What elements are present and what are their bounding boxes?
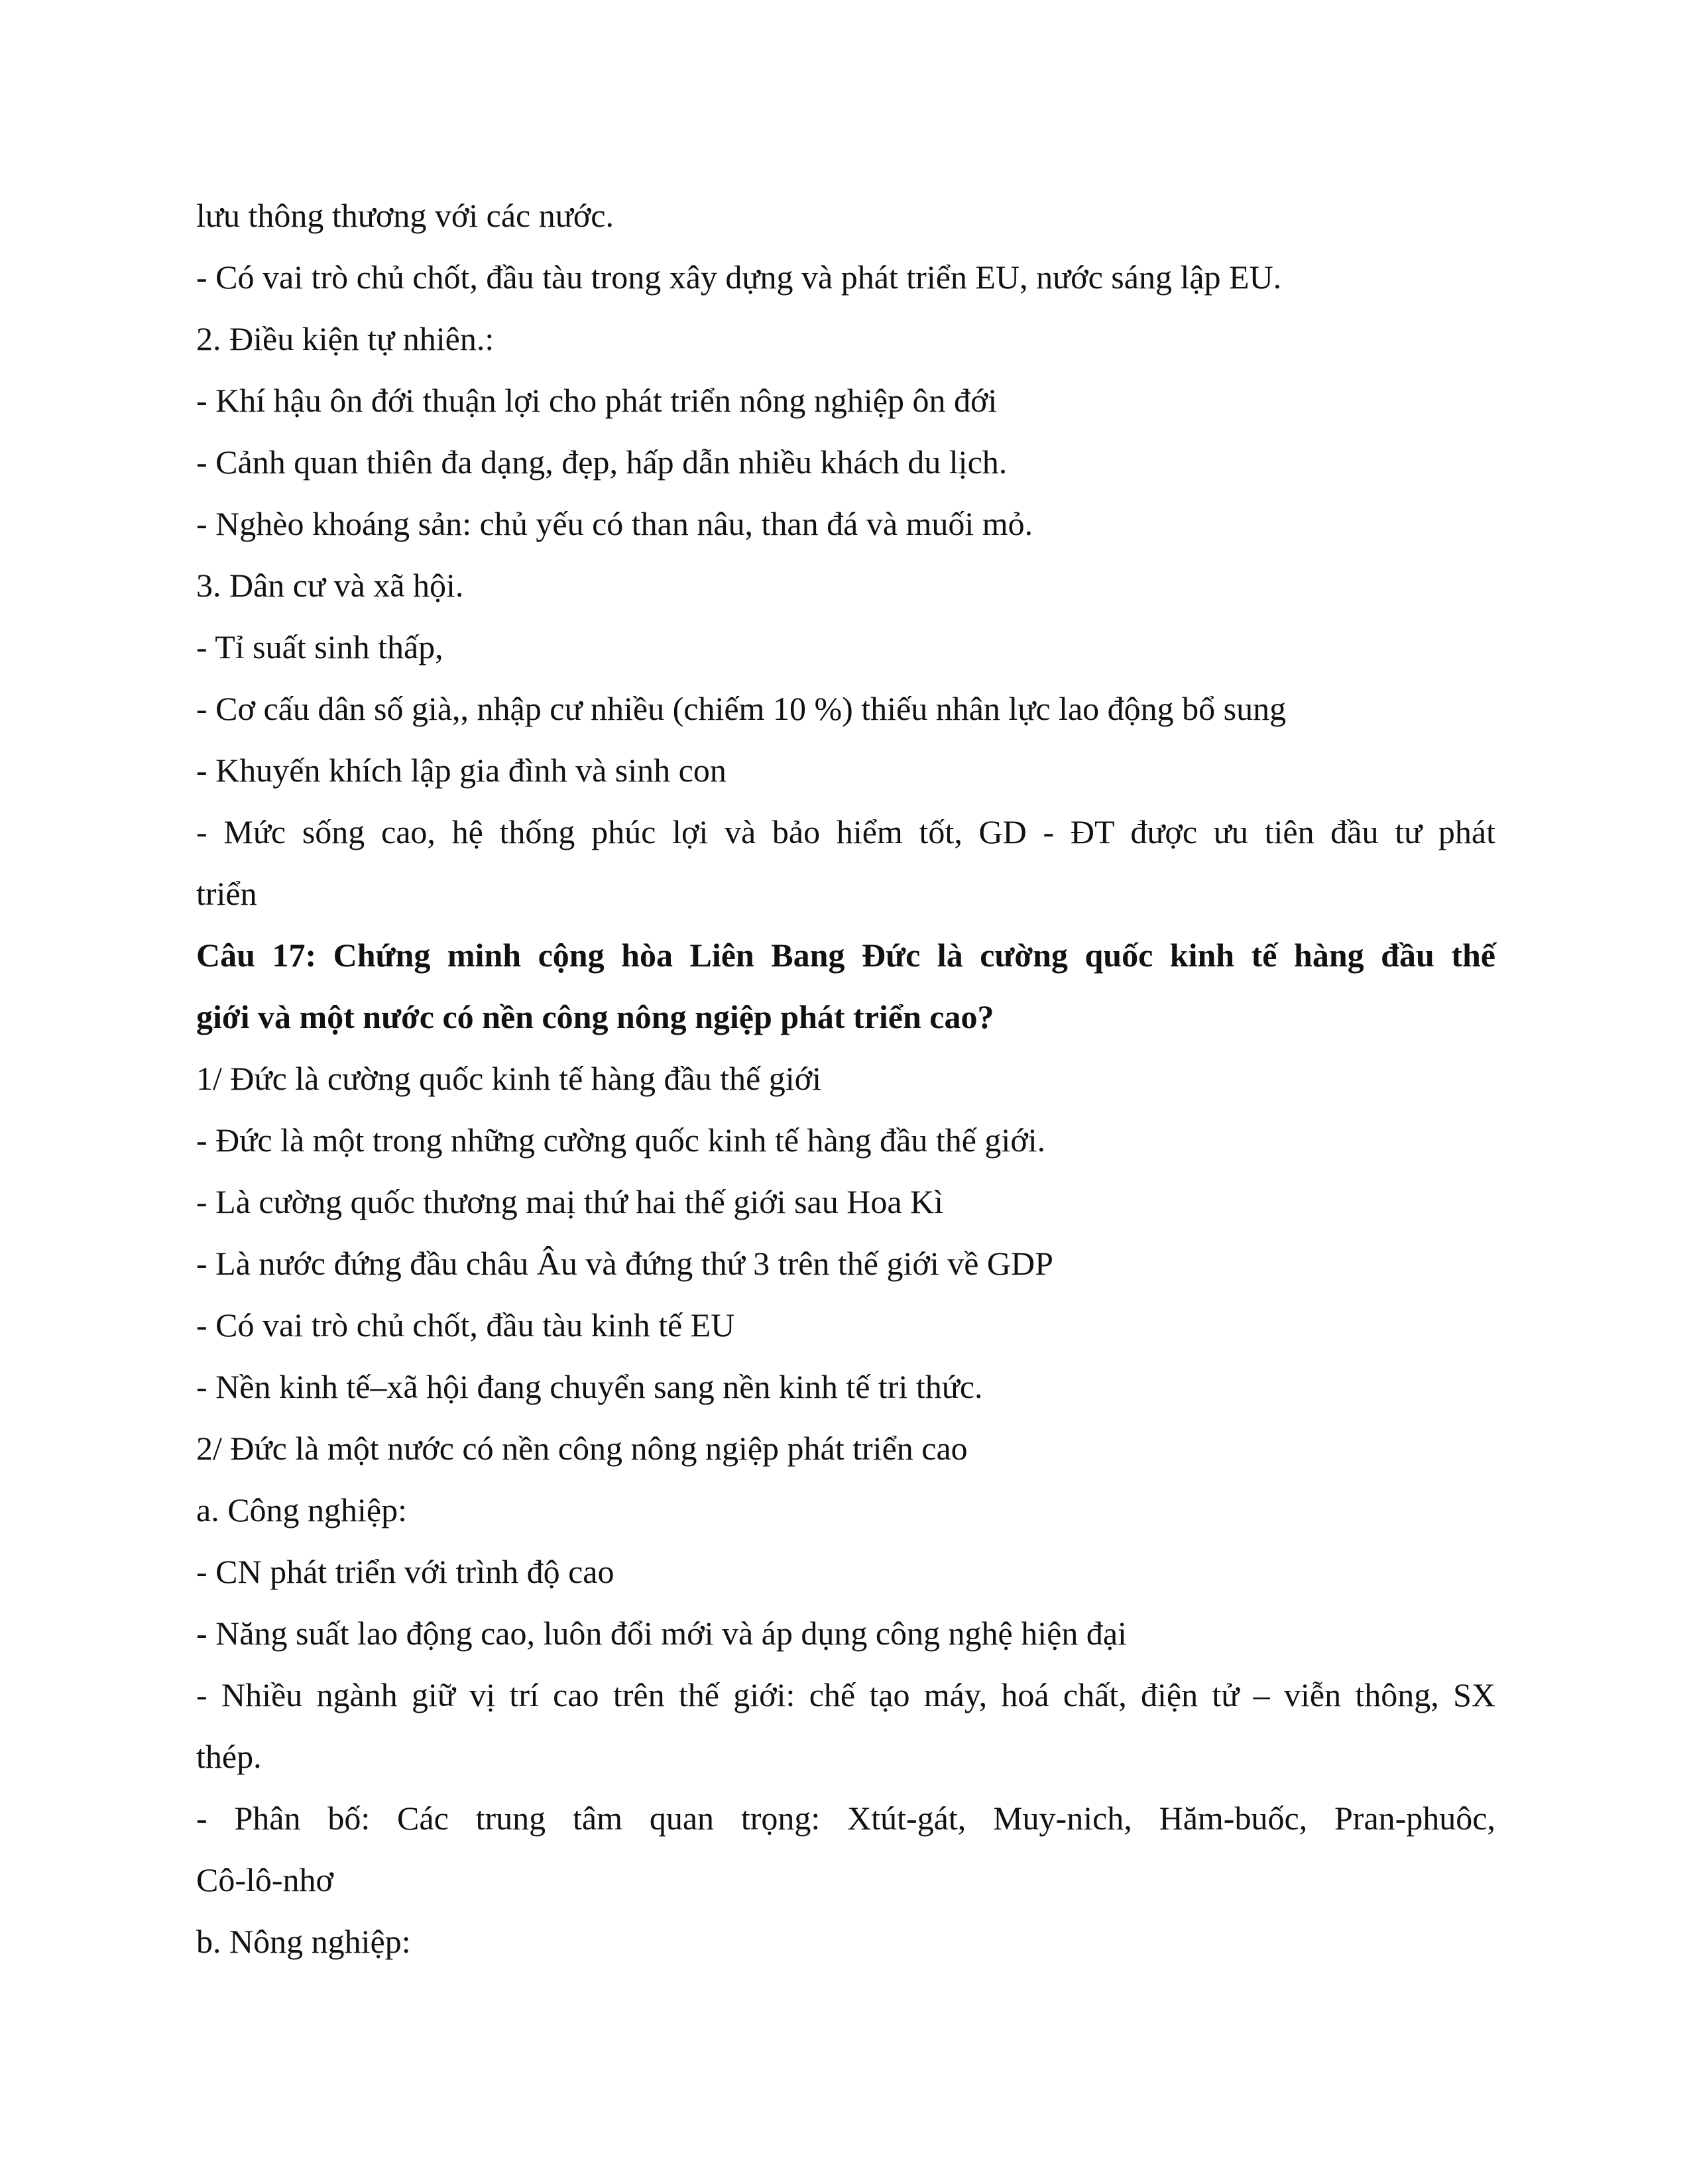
text-line: - Năng suất lao động cao, luôn đổi mới và áp dụng công nghệ hiện đại [196,1615,1127,1652]
text-line: - Phân bố: Các trung tâm quan trọng: Xtút-gát, Muy-nich, Hăm-buốc, Pran-phuôc, [196,1800,1495,1837]
text-line: - Mức sống cao, hệ thống phúc lợi và bảo hiểm tốt, GD - ĐT được ưu tiên đầu tư phát [196,813,1495,850]
text-line: triển [196,875,257,912]
subsection-heading: a. Công nghiệp: [196,1491,408,1528]
section-heading: 2/ Đức là một nước có nền công nông ngiệp phát triển cao [196,1430,968,1467]
text-line: thép. [196,1738,262,1775]
text-line: - Nhiều ngành giữ vị trí cao trên thế giới: chế tạo máy, hoá chất, điện tử – viễn thông, SX [196,1676,1495,1713]
text-line: - Khí hậu ôn đới thuận lợi cho phát triển nông nghiệp ôn đới [196,382,998,419]
text-line: - Là cường quốc thương maị thứ hai thế giới sau Hoa Kì [196,1183,944,1220]
text-line: - Khuyến khích lập gia đình và sinh con [196,752,727,789]
text-line: - Có vai trò chủ chốt, đầu tàu trong xây dựng và phát triển EU, nước sáng lập EU. [196,259,1282,296]
subsection-heading: b. Nông nghiệp: [196,1923,411,1960]
text-line: - Có vai trò chủ chốt, đầu tàu kinh tế EU [196,1306,735,1344]
text-line: - Tỉ suất sinh thấp, [196,628,443,665]
section-heading: 2. Điều kiện tự nhiên.: [196,320,495,357]
text-line: - Nghèo khoáng sản: chủ yếu có than nâu, than đá và muối mỏ. [196,505,1033,542]
text-line: - CN phát triển với trình độ cao [196,1553,614,1590]
question-heading: Câu 17: Chứng minh cộng hòa Liên Bang Đức là cường quốc kinh tế hàng đầu thế [196,937,1495,974]
text-line: - Cơ cấu dân số già,, nhập cư nhiều (chiếm 10 %) thiếu nhân lực lao động bổ sung [196,690,1287,727]
document-body [196,192,1495,1980]
text-line: Cô-lô-nhơ [196,1861,333,1898]
section-heading: 1/ Đức là cường quốc kinh tế hàng đầu thế giới [196,1060,821,1097]
text-line: - Đức là một trong những cường quốc kinh tế hàng đầu thế giới. [196,1121,1046,1159]
section-heading: 3. Dân cư và xã hội. [196,567,464,604]
question-heading: giới và một nước có nền công nông ngiệp phát triển cao? [196,998,994,1035]
text-line: - Là nước đứng đầu châu Âu và đứng thứ 3 trên thế giới về GDP [196,1245,1053,1282]
text-line: - Cảnh quan thiên đa dạng, đẹp, hấp dẫn nhiều khách du lịch. [196,443,1008,481]
text-line: - Nền kinh tế–xã hội đang chuyển sang nền kinh tế tri thức. [196,1368,983,1405]
text-line: lưu thông thương với các nước. [196,197,614,234]
